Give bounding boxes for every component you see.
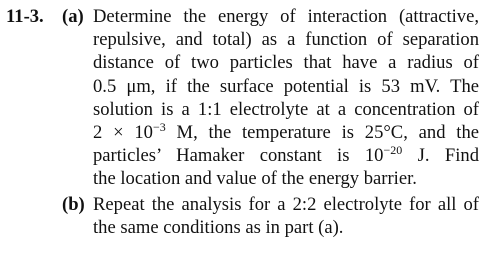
part-a-label: (a) bbox=[62, 6, 84, 27]
part-b-label: (b) bbox=[62, 193, 85, 215]
part-a-line-8: the location and value of the energy barrier. bbox=[93, 168, 417, 190]
part-a-line-5: solution is a 1:1 electrolyte at a concentration of bbox=[93, 98, 479, 120]
hamaker-exponent: −20 bbox=[383, 143, 403, 158]
part-a-row bbox=[6, 5, 492, 191]
concentration-base: 2 × 10 bbox=[93, 122, 153, 144]
part-b-row bbox=[6, 193, 492, 239]
part-a-line-6 bbox=[93, 121, 479, 144]
part-a-line-2: repulsive, and total) as a function of separation bbox=[93, 29, 479, 51]
part-a-line-3: distance of two particles that have a radius of bbox=[93, 52, 479, 74]
part-a-text bbox=[93, 5, 479, 191]
concentration-tail: M, the temperature is 25°C, and the bbox=[165, 122, 479, 144]
hamaker-base: particles’ Hamaker constant is 10 bbox=[93, 145, 384, 167]
part-b-line-1: Repeat the analysis for a 2:2 electrolyte for all of bbox=[93, 193, 479, 215]
problem-11-3 bbox=[6, 5, 492, 239]
part-a-line-1: Determine the energy of interaction (attractive, bbox=[93, 6, 479, 27]
problem-number: 11-3. bbox=[6, 6, 44, 27]
part-a-line-7 bbox=[93, 144, 479, 167]
hamaker-tail: J. Find bbox=[402, 145, 479, 167]
part-b-line-2: the same conditions as in part (a). bbox=[93, 216, 344, 238]
part-a-line-4: 0.5 μm, if the surface potential is 53 mV. The bbox=[93, 75, 479, 97]
concentration-exponent: −3 bbox=[152, 120, 166, 135]
part-b-text bbox=[93, 193, 479, 239]
